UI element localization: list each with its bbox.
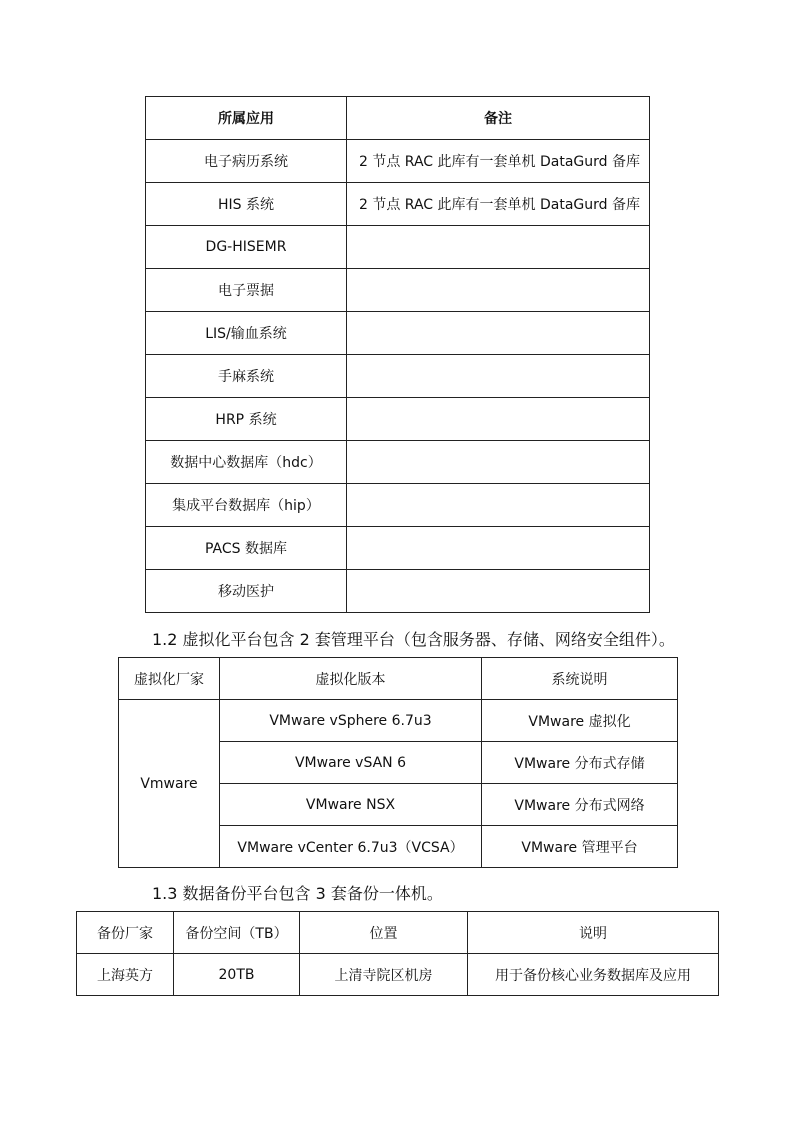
description-cell: VMware 分布式网络 (482, 784, 678, 826)
version-cell: VMware NSX (220, 784, 482, 826)
application-cell: LIS/输血系统 (146, 312, 347, 355)
application-cell: 移动医护 (146, 570, 347, 613)
application-cell: HIS 系统 (146, 183, 347, 226)
table-row (146, 226, 650, 269)
table-row (146, 312, 650, 355)
backup-table (76, 911, 719, 996)
table-row (146, 527, 650, 570)
section-caption-backup: 1.3 数据备份平台包含 3 套备份一体机。 (152, 884, 443, 903)
table-header-row (119, 658, 678, 700)
description-cell: VMware 管理平台 (482, 826, 678, 868)
table-row (146, 183, 650, 226)
table-row (146, 441, 650, 484)
remarks-cell (347, 527, 650, 570)
header-virt-vendor: 虚拟化厂家 (119, 658, 220, 700)
remarks-cell (347, 441, 650, 484)
application-cell: 集成平台数据库（hip） (146, 484, 347, 527)
header-application: 所属应用 (146, 97, 347, 140)
description-cell: VMware 虚拟化 (482, 700, 678, 742)
table-row (146, 484, 650, 527)
version-cell: VMware vSphere 6.7u3 (220, 700, 482, 742)
table-row (146, 398, 650, 441)
remarks-cell (347, 226, 650, 269)
remarks-cell: 2 节点 RAC 此库有一套单机 DataGurd 备库 (347, 140, 650, 183)
header-system-description: 系统说明 (482, 658, 678, 700)
table-row (146, 570, 650, 613)
section-caption-virtualization: 1.2 虚拟化平台包含 2 套管理平台（包含服务器、存储、网络安全组件）。 (152, 630, 675, 649)
header-description: 说明 (468, 912, 719, 954)
application-cell: 手麻系统 (146, 355, 347, 398)
table-header-row (77, 912, 719, 954)
header-remarks: 备注 (347, 97, 650, 140)
remarks-cell (347, 398, 650, 441)
backup-vendor-cell: 上海英方 (77, 954, 174, 996)
header-backup-space: 备份空间（TB） (174, 912, 300, 954)
application-cell: DG-HISEMR (146, 226, 347, 269)
remarks-cell (347, 355, 650, 398)
application-cell: PACS 数据库 (146, 527, 347, 570)
description-cell: 用于备份核心业务数据库及应用 (468, 954, 719, 996)
header-virt-version: 虚拟化版本 (220, 658, 482, 700)
version-cell: VMware vCenter 6.7u3（VCSA） (220, 826, 482, 868)
table-row (77, 954, 719, 996)
version-cell: VMware vSAN 6 (220, 742, 482, 784)
header-location: 位置 (300, 912, 468, 954)
location-cell: 上清寺院区机房 (300, 954, 468, 996)
remarks-cell (347, 570, 650, 613)
virtualization-table (118, 657, 678, 868)
application-cell: 电子病历系统 (146, 140, 347, 183)
header-backup-vendor: 备份厂家 (77, 912, 174, 954)
vendor-cell: Vmware (119, 700, 220, 868)
application-cell: 电子票据 (146, 269, 347, 312)
application-cell: HRP 系统 (146, 398, 347, 441)
remarks-cell (347, 484, 650, 527)
table-row (146, 140, 650, 183)
table-row (146, 269, 650, 312)
remarks-cell (347, 269, 650, 312)
description-cell: VMware 分布式存储 (482, 742, 678, 784)
remarks-cell: 2 节点 RAC 此库有一套单机 DataGurd 备库 (347, 183, 650, 226)
table-row (119, 700, 678, 742)
table-header-row (146, 97, 650, 140)
backup-space-cell: 20TB (174, 954, 300, 996)
remarks-cell (347, 312, 650, 355)
application-table (145, 96, 650, 613)
application-cell: 数据中心数据库（hdc） (146, 441, 347, 484)
table-row (146, 355, 650, 398)
